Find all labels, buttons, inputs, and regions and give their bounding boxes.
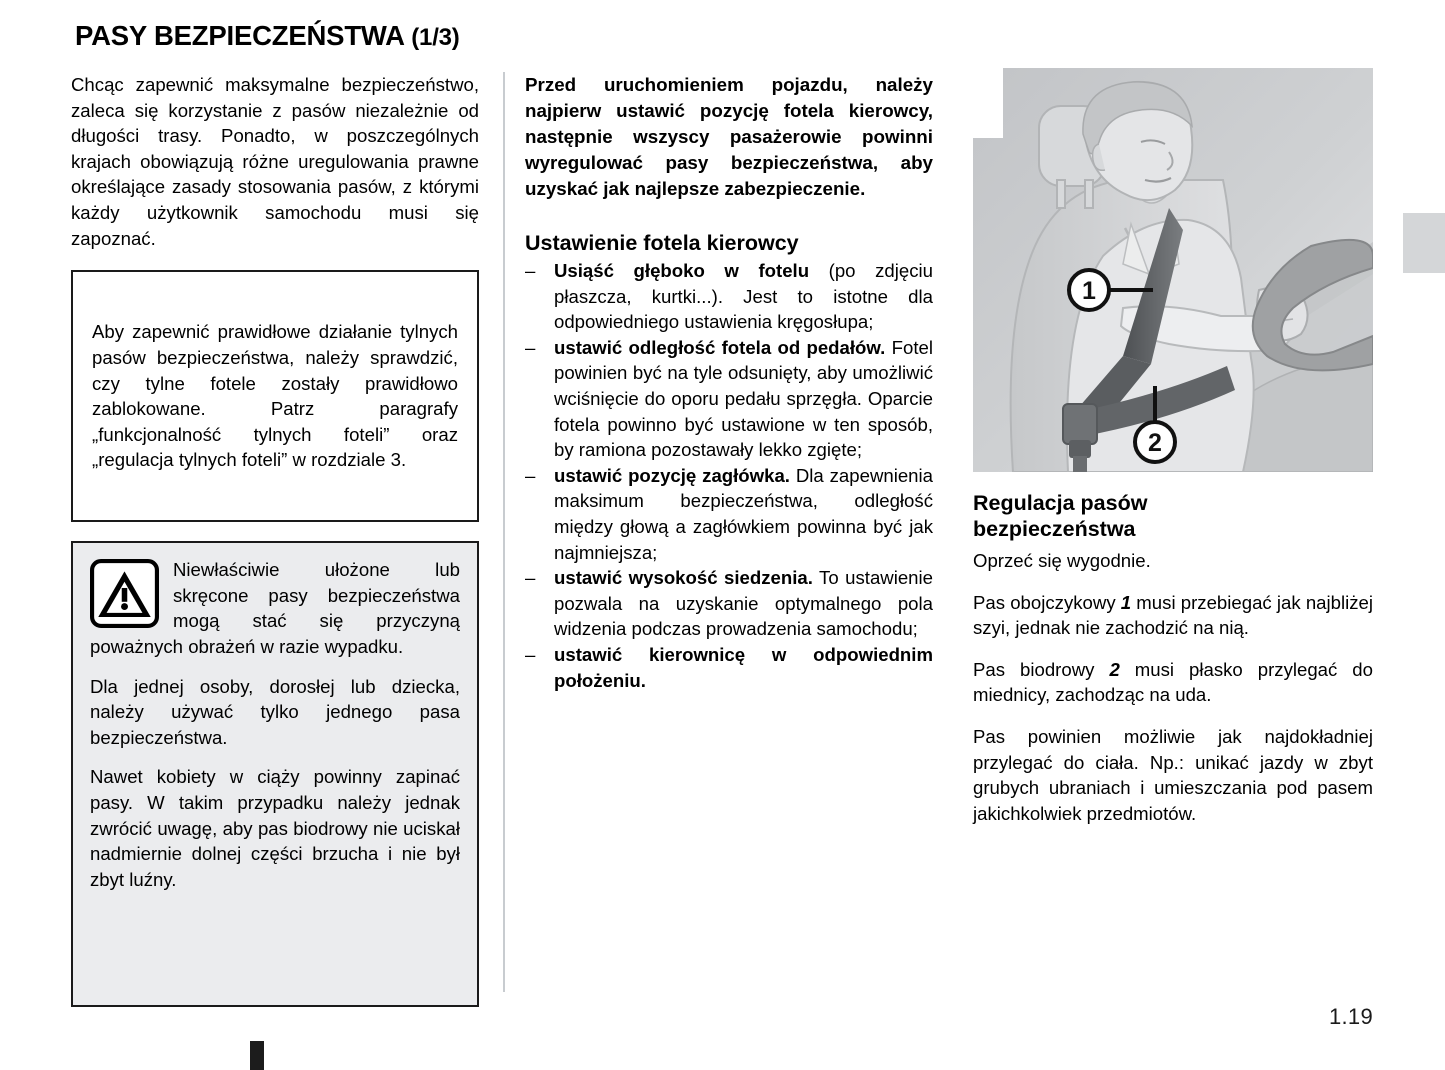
warning-box — [71, 541, 479, 1007]
list-item-lead: ustawić wysokość siedzenia. — [554, 567, 813, 589]
list-item-marker: – — [525, 260, 536, 281]
belt-adjustment-text — [973, 490, 1373, 826]
seat-adjustment-list — [525, 258, 933, 693]
figure-number-badge — [973, 68, 1003, 138]
list-item-rest: Fotel powinien być na tyle odsunięty, aby umożliwić wciśnięcie do oporu pedału sprzęgła. Oparcie fotela powinno być ustawione w ten sposób, by ramiona pozostawały lekko zgięte; — [554, 336, 933, 461]
page-number: 1.19 — [1328, 1004, 1373, 1029]
callout-reference: 1 — [1120, 591, 1132, 613]
belt-heading-line-1: Regulacja pasów — [973, 491, 1148, 515]
list-item-lead: Usiąść głęboko w fotelu — [554, 260, 810, 281]
list-item-marker: – — [525, 567, 536, 589]
section-heading-belt-adjust — [973, 490, 1373, 542]
list-item — [525, 642, 933, 693]
column-one — [71, 72, 479, 1007]
list-item-marker: – — [525, 464, 536, 486]
belt-paragraph: Pas powinien możliwie jak najdokładniej przylegać do ciała. Np.: unikać jazdy w zbyt grubych ubraniach i umieszczania pod pasem jakichkolwiek przedmiotów. — [973, 725, 1373, 824]
belt-paragraph: Oprzeć się wygodnie. — [973, 550, 1151, 571]
callout-reference: 2 — [1109, 658, 1120, 680]
list-item — [525, 335, 933, 463]
svg-text:1: 1 — [1082, 277, 1096, 305]
page-title-main: PASY BEZPIECZEŃSTWA — [75, 20, 404, 51]
belt-paragraph — [973, 657, 1373, 708]
notice-box — [71, 270, 479, 522]
column-three — [973, 68, 1373, 842]
belt-paragraph-post: musi przebiegać jak najbliżej szyi, jednak nie zachodzić na nią. — [973, 591, 1373, 639]
belt-paragraph-pre: Pas biodrowy — [973, 658, 1110, 680]
list-item-lead: ustawić pozycję zagłówka. — [554, 464, 790, 486]
intro-paragraph: Chcąc zapewnić maksymalne bezpieczeństwo, zaleca się korzystanie z pasów niezależnie od długości trasy. Ponadto, w poszczególnych krajach obowiązują różne uregulowania prawne określające zasady stosowania pasów, z którymi każdy użytkownik samochodu musi się zapoznać. — [71, 74, 479, 249]
list-item-rest: Dla zapewnienia maksimum bezpieczeństwa, odległość między głową a zagłówkiem powinna być jak najmniejsza; — [554, 464, 933, 563]
list-item-lead: ustawić odległość fotela od pedałów. — [554, 336, 886, 358]
chapter-side-tab — [1403, 213, 1445, 273]
list-item-marker: – — [525, 643, 536, 665]
page-title-fraction: (1/3) — [411, 24, 460, 51]
list-item — [525, 463, 933, 565]
svg-text:2: 2 — [1148, 429, 1162, 457]
list-item-rest: (po zdjęciu płaszcza, kurtki...). Jest to istotne dla odpowiedniego ustawienia kręgosłupa; — [554, 260, 933, 333]
notice-box-text: Aby zapewnić prawidłowe działanie tylnych pasów bezpieczeństwa, należy sprawdzić, czy tylne fotele zostały prawidłowo zablokowane. Patrz paragrafy „funkcjonalność tylnych foteli” oraz „regulacja tylnych foteli” w rozdziale 3. — [92, 321, 458, 471]
warning-paragraph-1: Niewłaściwie ułożone lub skręcone pasy bezpieczeństwa mogą stać się przyczyną poważnych obrażeń w razie wypadku. — [90, 559, 460, 657]
driver-seatbelt-illustration — [973, 68, 1373, 472]
driver-seat-intro: Przed uruchomieniem pojazdu, należy najpierw ustawić pozycję fotela kierowcy, następnie wszyscy pasażerowie powinni wyregulować pasy bezpieczeństwa, aby uzyskać jak najlepsze zabezpieczenie. — [525, 74, 933, 199]
belt-paragraph-pre: Pas obojczykowy — [973, 591, 1121, 613]
column-divider — [503, 72, 505, 992]
belt-paragraph-list — [973, 548, 1373, 826]
belt-heading-line-2: bezpieczeństwa — [973, 517, 1136, 541]
list-item-rest: To ustawienie pozwala na uzyskanie optymalnego pola widzenia podczas prowadzenia samochodu; — [554, 567, 933, 640]
list-item — [525, 258, 933, 335]
column-two — [525, 72, 933, 693]
chapter-bottom-marker — [250, 1041, 264, 1070]
list-item-lead: ustawić kierownicę w odpowiednim położeniu. — [554, 643, 933, 691]
belt-paragraph-post: musi płasko przylegać do miednicy, zachodząc na uda. — [973, 658, 1373, 706]
page-title — [75, 20, 460, 52]
warning-paragraph-3: Nawet kobiety w ciąży powinny zapinać pasy. W takim przypadku należy jednak zwrócić uwagę, aby pas biodrowy nie uciskał nadmiernie dolnej części brzucha i nie był zbyt luźny. — [90, 766, 460, 890]
belt-paragraph — [973, 590, 1373, 641]
section-heading-seat-adjust: Ustawienie fotela kierowcy — [525, 231, 799, 255]
list-item — [525, 565, 933, 642]
list-item-marker: – — [525, 336, 536, 358]
warning-triangle-icon — [90, 559, 159, 628]
warning-paragraph-2: Dla jednej osoby, dorosłej lub dziecka, należy używać tylko jednego pasa bezpieczeństwa. — [90, 675, 460, 748]
